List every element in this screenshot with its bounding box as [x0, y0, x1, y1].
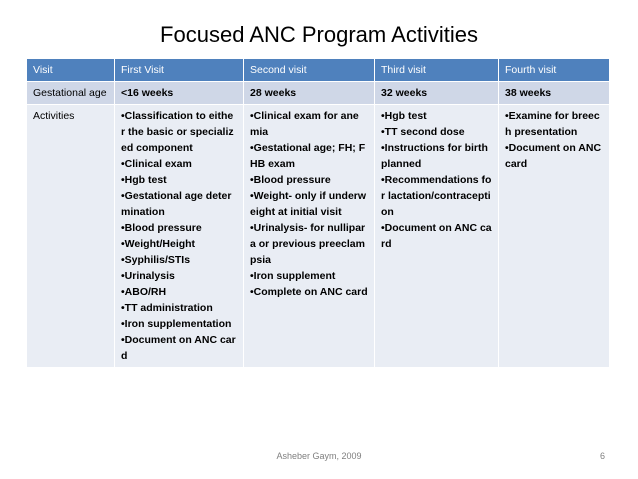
activity-item: •Clinical exam for anemia: [250, 110, 359, 138]
activity-item: •Complete on ANC card: [250, 286, 368, 298]
header-fourth-visit: Fourth visit: [499, 59, 610, 82]
activity-item: •Urinalysis- for nullipara or previous preeclampsia: [250, 222, 366, 266]
gestational-age-row: [27, 82, 610, 105]
activity-item: •Iron supplement: [250, 270, 336, 282]
activities-second-visit: [244, 105, 375, 368]
activities-fourth-visit: [499, 105, 610, 368]
activity-item: •Weight/Height: [121, 238, 196, 250]
slide-title: Focused ANC Program Activities: [160, 22, 478, 47]
footer-author: Asheber Gaym, 2009: [276, 451, 362, 461]
activity-item: •Recommendations for lactation/contraception: [381, 174, 492, 218]
activity-item: •Examine for breech presentation: [505, 110, 600, 138]
activity-item: •Hgb test: [121, 174, 167, 186]
activity-item: •Gestational age; FH; FHB exam: [250, 142, 366, 170]
activities-row: [27, 105, 610, 368]
activity-item: •Clinical exam: [121, 158, 192, 170]
activities-first-visit: [115, 105, 244, 368]
header-first-visit: First Visit: [115, 59, 244, 82]
activity-item: •Blood pressure: [250, 174, 331, 186]
activity-item: •Document on ANC card: [121, 334, 236, 362]
activity-item: •Instructions for birth planned: [381, 142, 488, 170]
activity-item: •Urinalysis: [121, 270, 175, 282]
gestational-age-first-visit: <16 weeks: [115, 82, 244, 105]
activity-item: •Hgb test: [381, 110, 427, 122]
activity-item: •TT administration: [121, 302, 213, 314]
activity-item: •Weight- only if underweight at initial visit: [250, 190, 367, 218]
header-visit: Visit: [27, 59, 115, 82]
activity-item: •Syphilis/STIs: [121, 254, 191, 266]
header-second-visit: Second visit: [244, 59, 375, 82]
activity-item: •Iron supplementation: [121, 318, 232, 330]
activity-item: •Blood pressure: [121, 222, 202, 234]
gestational-age-fourth-visit: 38 weeks: [499, 82, 610, 105]
activity-item: •Document on ANC card: [381, 222, 492, 250]
activities-third-visit: [375, 105, 499, 368]
row-label-activities: Activities: [27, 105, 115, 368]
activity-item: •Document on ANC card: [505, 142, 602, 170]
page-number: 6: [599, 451, 605, 461]
header-third-visit: Third visit: [375, 59, 499, 82]
activity-item: •Gestational age determination: [121, 190, 232, 218]
gestational-age-second-visit: 28 weeks: [244, 82, 375, 105]
activity-item: •Classification to either the basic or specialized component: [121, 110, 234, 154]
anc-activities-table: [26, 58, 610, 368]
gestational-age-third-visit: 32 weeks: [375, 82, 499, 105]
activity-item: •TT second dose: [381, 126, 465, 138]
table-header-row: [27, 59, 610, 82]
activity-item: •ABO/RH: [121, 286, 167, 298]
row-label-gestational-age: Gestational age: [27, 82, 115, 105]
